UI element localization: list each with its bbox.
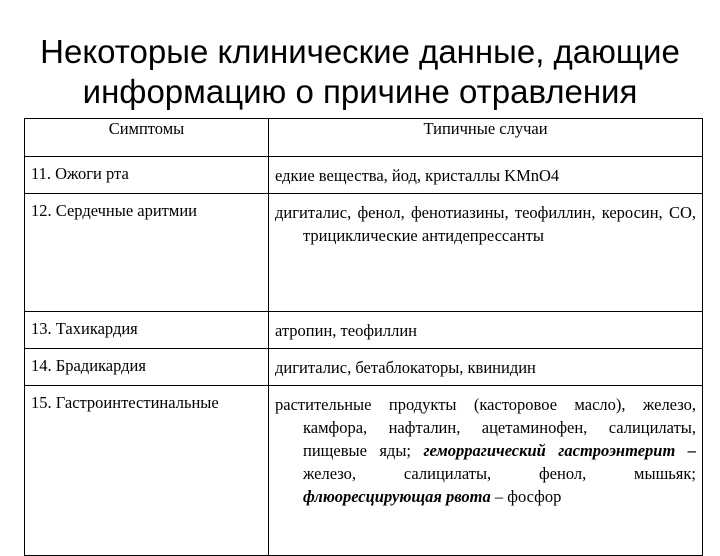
table-row (25, 349, 703, 386)
cases-text: дигиталис, бетаблокаторы, квинидин (275, 358, 536, 377)
cases-emphasis-hemorrhagic: геморрагический гастроэнтерит – (423, 441, 697, 460)
cases-text-part-1: растительные продукты (касторовое масло), железо, камфора, нафталин, ацетаминофен, салицилаты, пищевые яды; (275, 395, 696, 460)
cases-cell (269, 349, 703, 386)
symptom-cell: 15. Гастроинтестинальные (25, 386, 269, 556)
cases-text-part-3: – фосфор (490, 487, 562, 506)
table-header-row (25, 119, 703, 157)
table-row (25, 194, 703, 312)
title-line-2: информацию о причине отравления (82, 73, 638, 110)
table-row (25, 386, 703, 556)
symptom-cell: 12. Сердечные аритмии (25, 194, 269, 312)
header-symptoms: Симптомы (25, 119, 269, 157)
cases-emphasis-fluorescent: флюоресцирующая рвота (303, 487, 491, 506)
cases-text (275, 393, 696, 508)
cases-text: дигиталис, фенол, фенотиазины, теофиллин, керосин, CO, трициклические антидепрессанты (275, 203, 696, 245)
cases-text-part-2: железо, салицилаты, фенол, мышьяк; (303, 464, 696, 483)
page-title (0, 32, 720, 112)
symptoms-table (24, 118, 703, 556)
table-row (25, 157, 703, 194)
symptom-cell: 13. Тахикардия (25, 312, 269, 349)
title-line-1: Некоторые клинические данные, дающие (40, 33, 680, 70)
symptom-cell: 14. Брадикардия (25, 349, 269, 386)
cases-cell (269, 157, 703, 194)
cases-cell (269, 194, 703, 312)
cases-cell (269, 312, 703, 349)
table-row (25, 312, 703, 349)
cases-cell (269, 386, 703, 556)
cases-text: едкие вещества, йод, кристаллы KMnO4 (275, 166, 560, 185)
symptom-cell: 11. Ожоги рта (25, 157, 269, 194)
cases-text: атропин, теофиллин (275, 321, 417, 340)
header-typical-cases: Типичные случаи (269, 119, 703, 157)
